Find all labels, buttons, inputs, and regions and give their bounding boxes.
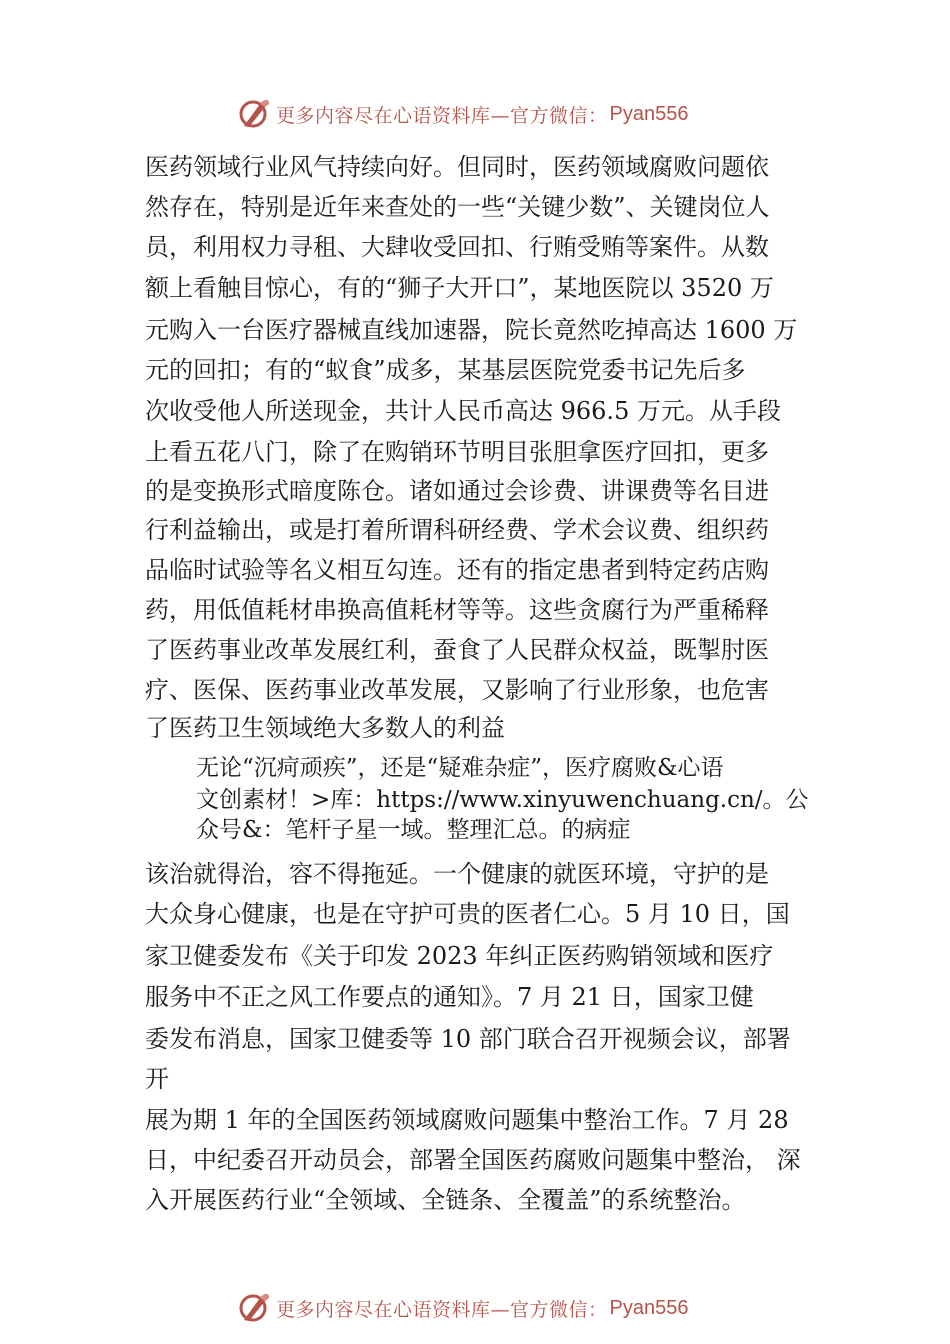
body-line: 品临时试验等名义相互勾连。还有的指定患者到特定药店购 (145, 556, 769, 584)
body-line: 药，用低值耗材串换高值耗材等等。这些贪腐行为严重稀释 (145, 596, 769, 624)
body-line: 了医药事业改革发展红利，蚕食了人民群众权益，既掣肘医 (145, 636, 769, 664)
body-line: 大众身心健康，也是在守护可贵的医者仁心。5 月 10 日，国 (145, 900, 790, 928)
quill-logo-icon (236, 1290, 272, 1326)
body-line: 上看五花八门，除了在购销环节明目张胆拿医疗回扣，更多 (145, 438, 769, 466)
body-line: 元的回扣；有的“蚁食”成多，某基层医院党委书记先后多 (145, 356, 746, 384)
body-line: 服务中不正之风工作要点的通知》。7 月 21 日，国家卫健 (145, 983, 754, 1011)
body-line: 然存在，特别是近年来查处的一些“关键少数”、关键岗位人 (145, 193, 770, 221)
footer-banner (236, 1288, 756, 1328)
wechat-id: Pyan556 (609, 1296, 689, 1319)
body-line: 了医药卫生领域绝大多数人的利益 (145, 714, 505, 742)
body-line: 开 (145, 1065, 169, 1093)
body-line: 日，中纪委召开动员会，部署全国医药腐败问题集中整治， 深 (145, 1146, 801, 1174)
body-line: 家卫健委发布《关于印发 2023 年纠正医药购销领域和医疗 (145, 942, 774, 970)
banner-text: 更多内容尽在心语资料库—官方微信： (276, 104, 608, 127)
body-line: 入开展医药行业“全领域、全链条、全覆盖”的系统整治。 (145, 1186, 746, 1214)
body-line: 员，利用权力寻租、大肆收受回扣、行贿受贿等案件。从数 (145, 233, 769, 261)
body-line: 的是变换形式暗度陈仓。诸如通过会诊费、讲课费等名目进 (145, 477, 769, 505)
body-line: 额上看触目惊心，有的“狮子大开口”，某地医院以 3520 万 (145, 274, 774, 302)
body-line: 委发布消息，国家卫健委等 10 部门联合召开视频会议，部署 (145, 1025, 791, 1053)
quote-line: 文创素材！>库：https://www.xinyuwenchuang.cn/。公 (196, 787, 809, 813)
body-line: 展为期 1 年的全国医药领域腐败问题集中整治工作。7 月 28 (145, 1106, 789, 1134)
banner-text: 更多内容尽在心语资料库—官方微信： (276, 1298, 608, 1321)
body-line: 次收受他人所送现金，共计人民币高达 966.5 万元。从手段 (145, 397, 781, 425)
body-line: 疗、医保、医药事业改革发展，又影响了行业形象，也危害 (145, 676, 769, 704)
body-line: 医药领域行业风气持续向好。但同时，医药领域腐败问题依 (145, 153, 769, 181)
body-line: 该治就得治，容不得拖延。一个健康的就医环境，守护的是 (145, 860, 769, 888)
body-line: 行利益输出，或是打着所谓科研经费、学术会议费、组织药 (145, 516, 769, 544)
quote-line: 无论“沉疴顽疾”，还是“疑难杂症”，医疗腐败&心语 (196, 755, 724, 781)
body-line: 元购入一台医疗器械直线加速器，院长竟然吃掉高达 1600 万 (145, 316, 798, 344)
wechat-id: Pyan556 (609, 102, 689, 125)
quote-line: 众号&：笔杆子星一域。整理汇总。的病症 (196, 817, 631, 843)
